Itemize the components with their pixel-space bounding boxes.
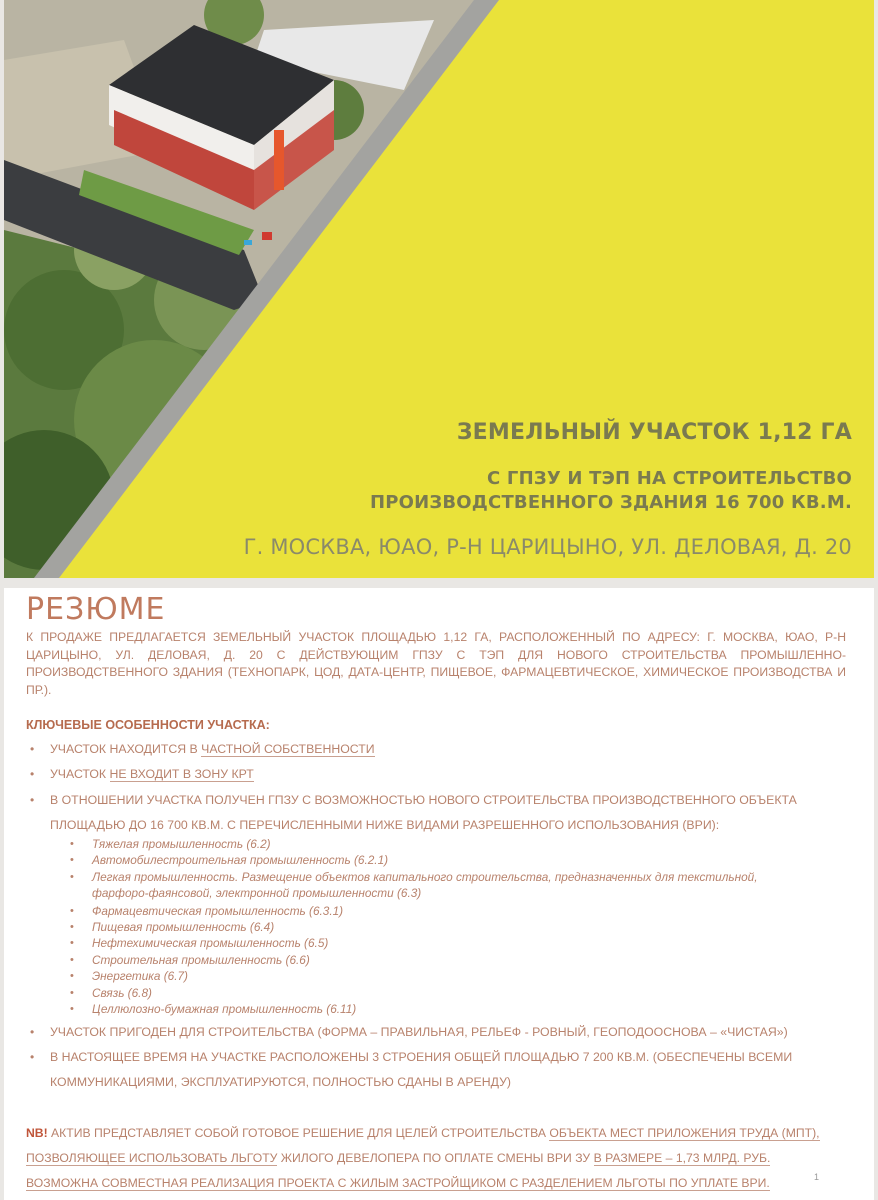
feature-underlined: ЧАСТНОЙ СОБСТВЕННОСТИ <box>201 742 375 756</box>
sub-bullet-icon: • <box>70 1003 74 1015</box>
sub-bullet-icon: • <box>70 954 74 966</box>
bullet-icon: • <box>30 767 35 781</box>
summary-section <box>4 588 874 1200</box>
sub-bullet-icon: • <box>70 871 74 883</box>
hero-subtitle-line2: ПРОИЗВОДСТВЕННОГО ЗДАНИЯ 16 700 КВ.М. <box>369 492 852 513</box>
sub-bullet-icon: • <box>70 905 74 917</box>
vri-item: Связь (6.8) <box>92 986 152 1000</box>
sub-bullet-icon: • <box>70 854 74 866</box>
nb-underlined: ПОЗВОЛЯЮЩЕЕ ИСПОЛЬЗОВАТЬ ЛЬГОТУ <box>26 1151 278 1165</box>
sub-bullet-icon: • <box>70 838 74 850</box>
page-number: 1 <box>814 1172 820 1182</box>
nb-text: АКТИВ ПРЕДСТАВЛЯЕТ СОБОЙ ГОТОВОЕ РЕШЕНИЕ ДЛЯ ЦЕЛЕЙ СТРОИТЕЛЬСТВА <box>47 1126 550 1140</box>
sub-bullet-icon: • <box>70 970 74 982</box>
feature-underlined: НЕ ВХОДИТ В ЗОНУ КРТ <box>109 767 254 781</box>
bullet-icon: • <box>30 793 35 807</box>
feature-gpzu-line1: В ОТНОШЕНИИ УЧАСТКА ПОЛУЧЕН ГПЗУ С ВОЗМОЖНОСТЬЮ НОВОГО СТРОИТЕЛЬСТВА ПРОИЗВОДСТВЕННОГО ОБЪЕКТА <box>50 793 797 807</box>
nb-line1 <box>26 1126 820 1140</box>
feature-krt <box>50 767 254 781</box>
feature-buildings-line2: КОММУНИКАЦИЯМИ, ЭКСПЛУАТИРУЮТСЯ, ПОЛНОСТЬЮ СДАНЫ В АРЕНДУ) <box>50 1075 511 1089</box>
vri-item: Автомобилестроительная промышленность (6.2.1) <box>92 853 389 867</box>
vri-item: Строительная промышленность (6.6) <box>92 953 310 967</box>
vri-item: Тяжелая промышленность (6.2) <box>92 837 271 851</box>
vri-item: Пищевая промышленность (6.4) <box>92 920 275 934</box>
sub-bullet-icon: • <box>70 937 74 949</box>
nb-underlined: ОБЪЕКТА МЕСТ ПРИЛОЖЕНИЯ ТРУДА (МПТ), <box>549 1126 820 1140</box>
feature-suitability: УЧАСТОК ПРИГОДЕН ДЛЯ СТРОИТЕЛЬСТВА (ФОРМА – ПРАВИЛЬНАЯ, РЕЛЬЕФ - РОВНЫЙ, ГЕОПОДООСНОВА – «ЧИСТАЯ») <box>50 1025 788 1039</box>
feature-text: УЧАСТОК НАХОДИТСЯ В <box>50 742 202 756</box>
nb-underlined: В РАЗМЕРЕ – 1,73 МЛРД. РУБ. <box>593 1151 771 1165</box>
feature-ownership <box>50 742 375 756</box>
vri-item: Целлюлозно-бумажная промышленность (6.11) <box>92 1002 357 1016</box>
vri-item: Нефтехимическая промышленность (6.5) <box>92 936 329 950</box>
feature-buildings-line1: В НАСТОЯЩЕЕ ВРЕМЯ НА УЧАСТКЕ РАСПОЛОЖЕНЫ 3 СТРОЕНИЯ ОБЩЕЙ ПЛОЩАДЬЮ 7 200 КВ.М. (ОБЕСПЕЧЕНЫ ВСЕМИ <box>50 1050 793 1064</box>
summary-intro: К ПРОДАЖЕ ПРЕДЛАГАЕТСЯ ЗЕМЕЛЬНЫЙ УЧАСТОК ПЛОЩАДЬЮ 1,12 ГА, РАСПОЛОЖЕННЫЙ ПО АДРЕСУ: Г. МОСКВА, ЮАО, Р-Н ЦАРИЦЫНО, УЛ. ДЕЛОВАЯ, Д. 20 С ДЕЙСТВУЮЩИМ ГПЗУ С ТЭП ДЛЯ НОВОГО СТРОИТЕЛЬСТВА ПРОМЫШЛЕННО-ПРОИЗВОДСТВЕННОГО ЗДАНИЯ (ТЕХНОПАРК, ЦОД, ДАТА-ЦЕНТР, ПИЩЕВОЕ, ФАРМАЦЕВТИЧЕСКОЕ, ХИМИЧЕСКОЕ ПРОИЗВОДСТВА И ПР.). <box>26 630 846 697</box>
vri-item: Легкая промышленность. Размещение объектов капитального строительства, предназначенных для текстильной, <box>92 870 758 884</box>
nb-underlined: ВОЗМОЖНА СОВМЕСТНАЯ РЕАЛИЗАЦИЯ ПРОЕКТА С ЖИЛЫМ ЗАСТРОЙЩИКОМ С РАЗДЕЛЕНИЕМ ЛЬГОТЫ ПО УПЛАТЕ ВРИ. <box>26 1176 770 1190</box>
bullet-icon: • <box>30 1050 35 1064</box>
vri-item: Энергетика (6.7) <box>92 969 188 983</box>
bullet-icon: • <box>30 742 35 756</box>
sub-bullet-icon: • <box>70 987 74 999</box>
nb-line2 <box>26 1151 770 1165</box>
nb-line3 <box>26 1176 770 1190</box>
nb-label: NB! <box>26 1126 48 1140</box>
vri-item: Фармацевтическая промышленность (6.3.1) <box>92 904 344 918</box>
features-heading: КЛЮЧЕВЫЕ ОСОБЕННОСТИ УЧАСТКА: <box>26 718 270 732</box>
feature-text: УЧАСТОК <box>50 767 110 781</box>
summary-title: РЕЗЮМЕ <box>26 592 166 627</box>
bullet-icon: • <box>30 1025 35 1039</box>
vri-item-continued: фарфоро-фаянсовой, электронной промышленности (6.3) <box>92 886 422 900</box>
feature-gpzu-line2: ПЛОЩАДЬЮ ДО 16 700 КВ.М. С ПЕРЕЧИСЛЕННЫМИ НИЖЕ ВИДАМИ РАЗРЕШЕННОГО ИСПОЛЬЗОВАНИЯ (ВРИ): <box>50 818 720 832</box>
sub-bullet-icon: • <box>70 921 74 933</box>
hero-address: Г. МОСКВА, ЮАО, Р-Н ЦАРИЦЫНО, УЛ. ДЕЛОВАЯ, Д. 20 <box>243 535 852 559</box>
hero-title: ЗЕМЕЛЬНЫЙ УЧАСТОК 1,12 ГА <box>456 420 852 445</box>
nb-text: ЖИЛОГО ДЕВЕЛОПЕРА ПО ОПЛАТЕ СМЕНЫ ВРИ ЗУ <box>277 1151 594 1165</box>
hero-subtitle-line1: С ГПЗУ И ТЭП НА СТРОИТЕЛЬСТВО <box>487 468 852 489</box>
hero-banner <box>4 0 874 578</box>
